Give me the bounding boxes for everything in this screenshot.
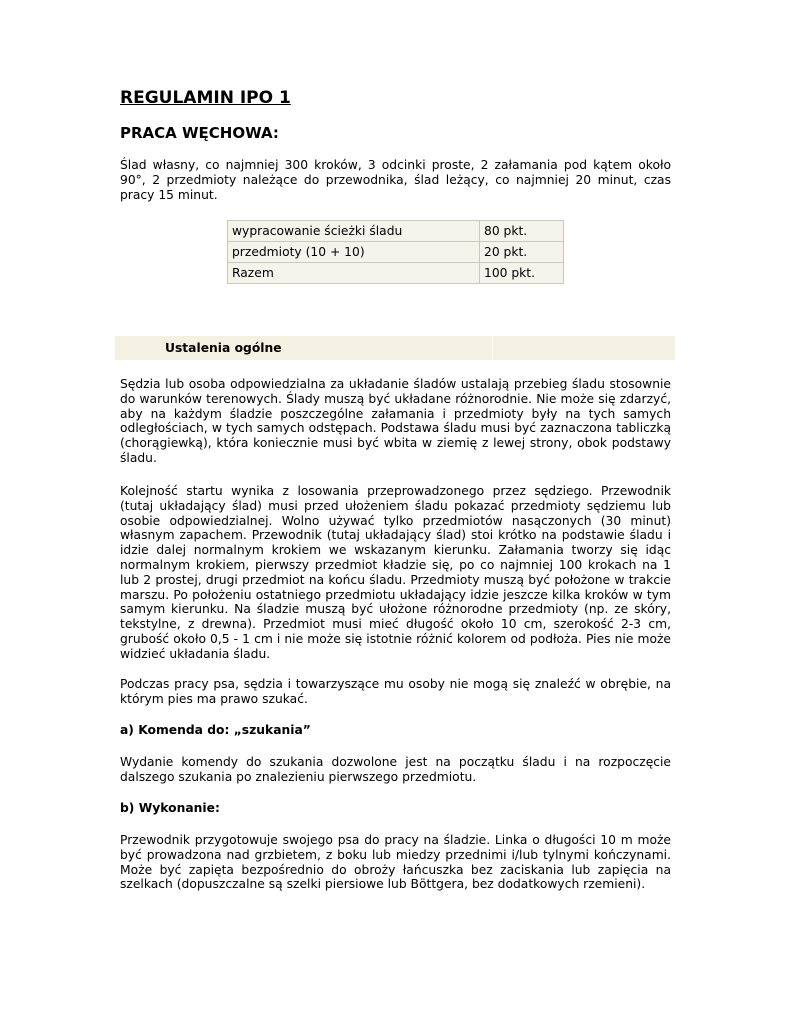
score-item: Razem [228,263,480,284]
band-label: Ustalenia ogólne [165,341,282,355]
score-table [227,220,564,284]
body-paragraph: Sędzia lub osoba odpowiedzialna za układanie śladów ustalają przebieg śladu stosownie do warunków terenowych. Ślady muszą być układane różnorodnie. Nie może się zdarzyć, aby na każdym śladzie poszczególne załamania i przedmioty były na tych samych odległościach, w tych samych odstępach. Podstawa śladu musi być zaznaczona tabliczką (chorągiewką), która koniecznie musi być wbita w ziemię z lewej strony, obok podstawy śladu. [120,377,671,465]
table-row [228,221,564,242]
body-paragraph: Kolejność startu wynika z losowania przeprowadzonego przez sędziego. Przewodnik (tutaj układający ślad) musi przed ułożeniem śladu pokazać przedmioty sędziemu lub osobie odpowiedzialnej. Wolno używać tylko przedmiotów nasączonych (30 minut) własnym zapachem. Przewodnik (tutaj układający ślad) stoi krótko na podstawie śladu i idzie dalej normalnym krokiem we wskazanym kierunku. Załamania tworzy się idąc normalnym krokiem, pierwszy przedmiot kładzie się, po co najmniej 100 krokach na 1 lub 2 prostej, drugi przedmiot na końcu śladu. Przedmioty muszą być położone w trakcie marszu. Po położeniu ostatniego przedmiotu układający idzie jeszcze kilka kroków w tym samym kierunku. Na śladzie muszą być ułożone różnorodne przedmioty (np. ze skóry, tekstylne, z drewna). Przedmiot musi mieć długość około 10 cm, szerokość 2-3 cm, grubość około 0,5 - 1 cm i nie może się istotnie różnić kolorem od podłoża. Pies nie może widzieć układania śladu. [120,484,671,661]
section-title: PRACA WĘCHOWA: [120,124,279,142]
score-points: 80 pkt. [480,221,564,242]
body-paragraph: Przewodnik przygotowuje swojego psa do pracy na śladzie. Linka o długości 10 m może być prowadzona nad grzbietem, z boku lub miedzy przednimi i/lub tylnymi kończynami. Może być zapięta bezpośrednio do obroży łańcuszka bez zaciskania lub zapięcia na szelkach (dopuszczalne są szelki piersiowe lub Böttgera, bez dodatkowych rzemieni). [120,833,671,892]
score-item: wypracowanie ścieżki śladu [228,221,480,242]
subheading-command: a) Komenda do: „szukania” [120,723,311,737]
general-rules-band [115,336,675,360]
score-points: 100 pkt. [480,263,564,284]
band-divider [492,336,493,360]
body-paragraph: Podczas pracy psa, sędzia i towarzyszące mu osoby nie mogą się znaleźć w obrębie, na którym pies ma prawo szukać. [120,677,671,706]
score-points: 20 pkt. [480,242,564,263]
document-title: REGULAMIN IPO 1 [120,88,291,108]
score-item: przedmioty (10 + 10) [228,242,480,263]
table-row [228,242,564,263]
subheading-execution: b) Wykonanie: [120,801,220,815]
intro-paragraph: Ślad własny, co najmniej 300 kroków, 3 odcinki proste, 2 załamania pod kątem około 90°, 2 przedmioty należące do przewodnika, ślad leżący, co najmniej 20 minut, czas pracy 15 minut. [120,158,671,202]
table-row [228,263,564,284]
body-paragraph: Wydanie komendy do szukania dozwolone jest na początku śladu i na rozpoczęcie dalszego szukania po znalezieniu pierwszego przedmiotu. [120,755,671,784]
